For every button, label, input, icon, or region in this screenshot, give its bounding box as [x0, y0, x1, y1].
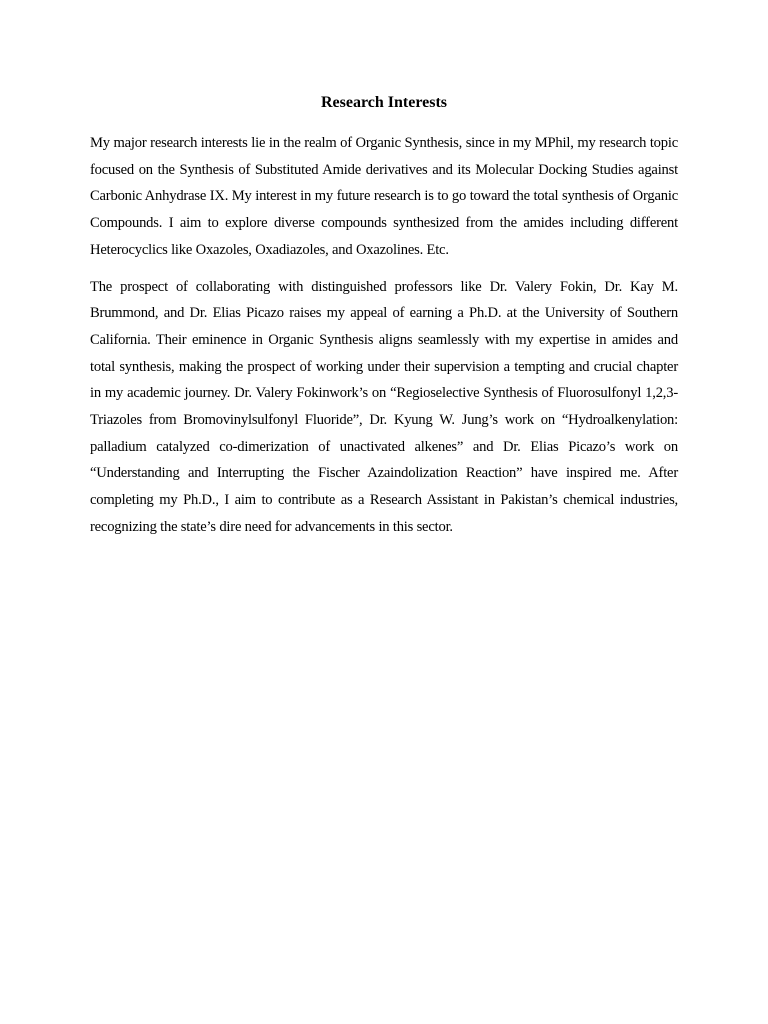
page-title: Research Interests — [320, 94, 448, 111]
paragraph-collaboration: The prospect of collaborating with distinguished professors like Dr. Valery Fokin, Dr. Kay M. Brummond, and Dr. Elias Picazo raises my appeal of earning a Ph.D. at the University of Southern California. Their eminence in Organic Synthesis aligns seamlessly with my expertise in amides and total synthesis, making the prospect of working under their supervision a tempting and crucial chapter in my academic journey. Dr. Valery Fokinwork’s on “Regioselective Synthesis of Fluorosulfonyl 1,2,3-Triazoles from Bromovinylsulfonyl Fluoride”, Dr. Kyung W. Jung’s work on “Hydroalkenylation: palladium catalyzed co-dimerization of unactivated alkenes” and Dr. Elias Picazo’s work on “Understanding and Interrupting the Fischer Azaindolization Reaction” have inspired me. After completing my Ph.D., I aim to contribute as a Research Assistant in Pakistan’s chemical industries, recognizing the state’s dire need for advancements in this sector. — [90, 278, 678, 535]
paragraph-research-interests: My major research interests lie in the realm of Organic Synthesis, since in my MPhil, my research topic focused on the Synthesis of Substituted Amide derivatives and its Molecular Docking Studies against Carbonic Anhydrase IX. My interest in my future research is to go toward the total synthesis of Organic Compounds. I aim to explore diverse compounds synthesized from the amides including different Heterocyclics like Oxazoles, Oxadiazoles, and Oxazolines. Etc. — [90, 135, 678, 258]
document-body — [90, 90, 678, 551]
